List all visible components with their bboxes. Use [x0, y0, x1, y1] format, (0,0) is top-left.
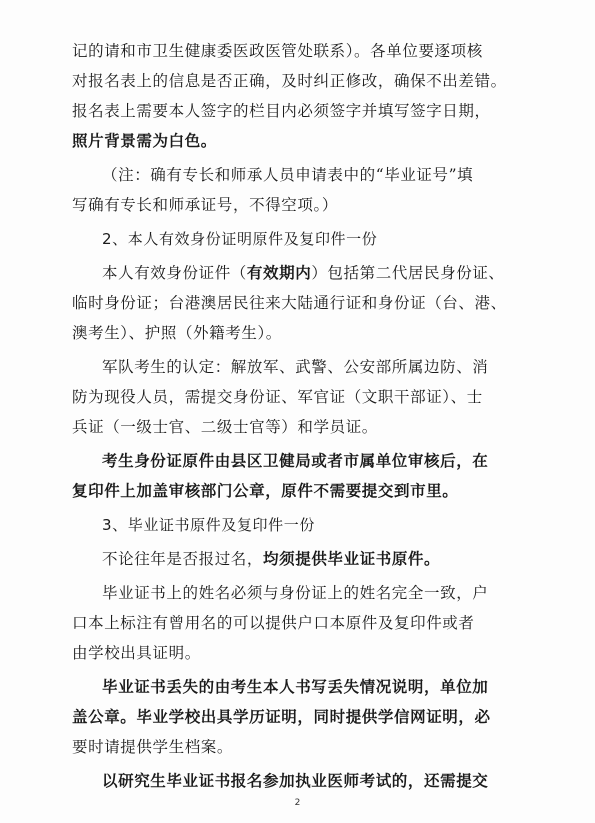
- text-line: [72, 608, 527, 638]
- document-body: [72, 36, 527, 800]
- text-run: 由学校出具证明。: [72, 644, 201, 662]
- paragraph: [72, 446, 527, 506]
- text-line: [72, 382, 527, 412]
- text-line: [72, 190, 527, 220]
- text-line: [72, 702, 527, 732]
- text-line: [72, 318, 527, 348]
- paragraph: [72, 36, 527, 156]
- text-run: 军队考生的认定：解放军、武警、公安部所属边防、消: [102, 358, 489, 376]
- bold-text: 毕业证书丢失的由考生本人书写丢失情况说明，单位加: [102, 677, 489, 696]
- text-line: [72, 544, 527, 574]
- text-run: ）包括第二代居民身份证、: [311, 264, 505, 282]
- text-run: 要时请提供学生档案。: [72, 738, 234, 756]
- text-run: 对报名表上的信息是否正确，及时纠正修改，确保不出差错。: [72, 72, 507, 90]
- paragraph: [72, 258, 527, 348]
- bold-text: 盖公章。毕业学校出具学历证明，同时提供学信网证明，必: [72, 707, 491, 726]
- bold-text: 复印件上加盖审核部门公章，原件不需要提交到市里。: [72, 481, 459, 500]
- bold-text: 考生身份证原件由县区卫健局或者市属单位审核后，在: [102, 451, 489, 470]
- text-line: [72, 160, 527, 190]
- text-line: [72, 126, 527, 156]
- text-run: 记的请和市卫生健康委医政医管处联系）。各单位要逐项核: [72, 42, 483, 60]
- text-run: （注：确有专长和师承人员申请表中的“毕业证号”填: [102, 166, 474, 184]
- text-line: [72, 412, 527, 442]
- text-line: [72, 672, 527, 702]
- text-line: [72, 96, 527, 126]
- paragraph: [72, 766, 527, 796]
- bold-text: 以研究生毕业证书报名参加执业医师考试的，还需提交: [102, 771, 489, 790]
- text-line: [72, 638, 527, 668]
- text-line: [72, 258, 527, 288]
- text-run: 2、本人有效身份证明原件及复印件一份: [102, 230, 378, 248]
- text-run: 临时身份证；台港澳居民往来大陆通行证和身份证（台、港、: [72, 294, 507, 312]
- text-line: [72, 766, 527, 796]
- text-line: [72, 510, 527, 540]
- text-line: [72, 732, 527, 762]
- page-number: 2: [294, 798, 301, 808]
- paragraph: [72, 352, 527, 442]
- text-run: 3、毕业证书原件及复印件一份: [102, 516, 315, 534]
- text-line: [72, 224, 527, 254]
- bold-text: 有效期内: [246, 263, 312, 282]
- section-heading: [72, 510, 527, 540]
- text-run: 不论往年是否报过名，: [102, 550, 264, 568]
- bold-text: 照片背景需为白色。: [72, 131, 217, 150]
- text-line: [72, 578, 527, 608]
- text-run: 报名表上需要本人签字的栏目内必须签字并填写签字日期，: [72, 102, 491, 120]
- text-run: 防为现役人员，需提交身份证、军官证（文职干部证）、士: [72, 388, 483, 406]
- paragraph: [72, 544, 527, 574]
- text-run: 兵证（一级士官、二级士官等）和学员证。: [72, 418, 378, 436]
- text-run: 口本上标注有曾用名的可以提供户口本原件及复印件或者: [72, 614, 475, 632]
- bold-text: 均须提供毕业证书原件。: [263, 549, 441, 568]
- text-run: 毕业证书上的姓名必须与身份证上的姓名完全一致，户: [102, 584, 489, 602]
- text-run: 澳考生）、护照（外籍考生）。: [72, 324, 282, 342]
- text-line: [72, 36, 527, 66]
- paragraph: [72, 578, 527, 668]
- text-line: [72, 476, 527, 506]
- text-line: [72, 66, 527, 96]
- text-run: 本人有效身份证件（: [102, 264, 247, 282]
- section-heading: [72, 224, 527, 254]
- text-line: [72, 352, 527, 382]
- text-run: 写确有专长和师承证号，不得空项。）: [72, 196, 338, 214]
- paragraph: [72, 160, 527, 220]
- paragraph: [72, 672, 527, 762]
- text-line: [72, 446, 527, 476]
- text-line: [72, 288, 527, 318]
